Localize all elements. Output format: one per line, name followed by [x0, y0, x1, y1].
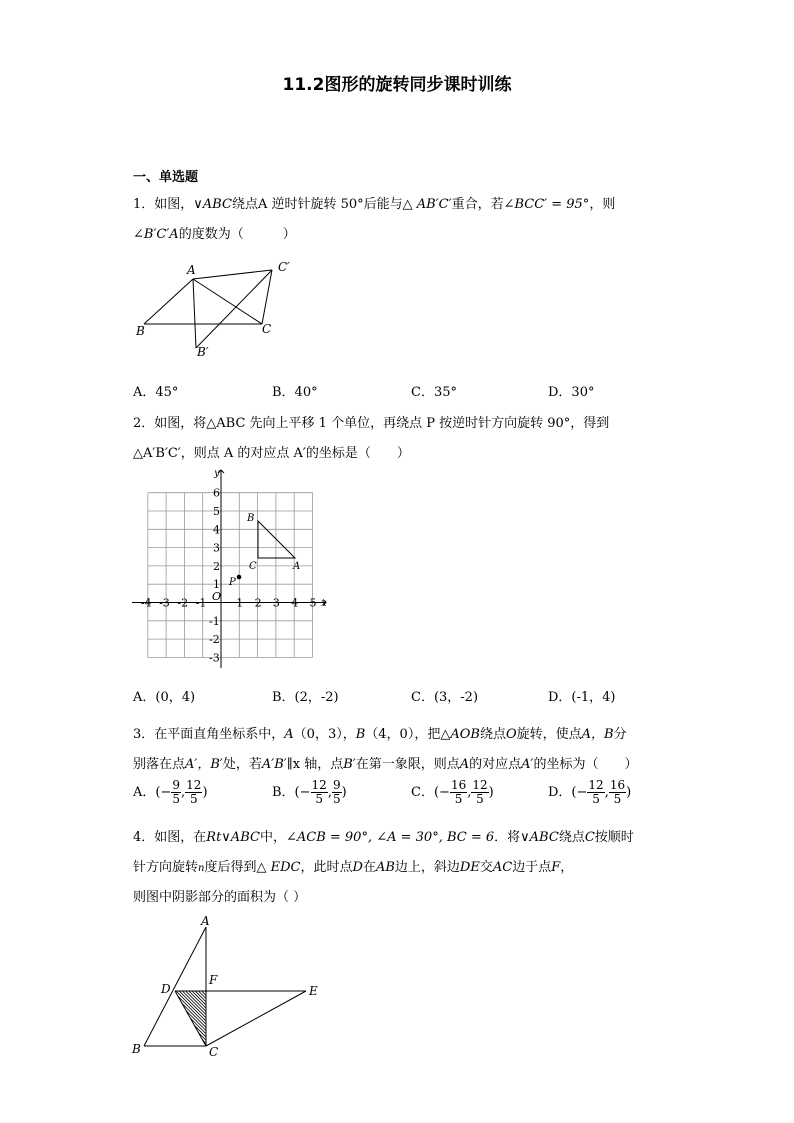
q4-hatch-line: [267, 980, 335, 1060]
q2-origin-label: O: [212, 590, 222, 603]
q1-line2: ∠B′C′A的度数为（ ）: [133, 227, 296, 242]
q4-label-D: D: [161, 982, 171, 996]
q4-hatch-line: [181, 980, 261, 1060]
q2-x-tick-label: 5: [309, 596, 317, 610]
q4-hatch-line: [133, 980, 213, 1060]
q1-label-Bp: B′: [197, 345, 209, 359]
q3-option-a[interactable]: A．(− $\frac{9}{5}$ , $\frac{12}{5}$ ): [133, 778, 208, 806]
q4-label-E: E: [309, 984, 318, 998]
q4-line1: 4．如图，在Rt∨ABC中，∠ACB = 90°, ∠A = 30°, BC = 6．将∨ABC绕点C按顺时: [133, 830, 634, 845]
q1-seg-ac1: [193, 270, 272, 279]
q4-hatch-line: [165, 980, 245, 1060]
q1-line1: 1．如图，∨ABC绕点A 逆时针旋转 50°后能与△ AB′C′重合，若∠BCC′ = 95°，则: [133, 197, 616, 212]
q1-option-d[interactable]: D．30°: [548, 385, 595, 400]
q2-label-A: A: [293, 561, 301, 572]
q2-option-c[interactable]: C．(3，-2): [411, 690, 479, 705]
q2-x-tick-label: 3: [272, 596, 280, 610]
q1-option-b[interactable]: B．40°: [272, 385, 318, 400]
q2-x-tick-label: 2: [254, 596, 262, 610]
q2-label-P: P: [229, 577, 236, 588]
q1-seg-b1c1: [196, 270, 272, 348]
q4-hatch-line: [219, 980, 299, 1060]
q4-hatch-line: [191, 980, 271, 1060]
q3-line1: 3．在平面直角坐标系中，A（0，3），B（4，0），把△AOB绕点O旋转，使点A，B分: [133, 727, 627, 742]
q4-hatch-line: [261, 980, 335, 1060]
q4-hatch-line: [239, 980, 319, 1060]
q4-hatch-line: [280, 980, 335, 1060]
q2-option-d[interactable]: D．(-1，4): [548, 690, 616, 705]
section-heading: 一、单选题: [133, 170, 199, 185]
q1-label-Cp: C′: [278, 260, 290, 274]
q4-hatch-line: [162, 980, 242, 1060]
q2-y-tick-label: 1: [213, 578, 220, 592]
q2-x-tick-label: 4: [291, 596, 299, 610]
q2-label-B: B: [247, 513, 255, 524]
q4-hatch-line: [251, 980, 331, 1060]
q4-hatch-line: [210, 980, 290, 1060]
q2-triangle: [258, 521, 295, 558]
page-title: 11.2图形的旋转同步课时训练: [282, 75, 512, 95]
q4-hatch-line: [226, 980, 306, 1060]
q1-label-A: A: [187, 263, 196, 277]
q2-y-tick-label: -2: [209, 633, 220, 647]
q2-grid-figure: [128, 466, 338, 672]
q4-hatch-line: [216, 980, 296, 1060]
q3-option-b[interactable]: B．(− $\frac{12}{5}$ , $\frac{9}{5}$ ): [272, 778, 347, 806]
q4-hatch-line: [232, 980, 312, 1060]
q2-line2: △A′B′C′，则点 A 的对应点 A′的坐标是（ ）: [133, 446, 410, 461]
q4-label-A: A: [201, 914, 210, 928]
q2-option-b[interactable]: B．(2，-2): [272, 690, 339, 705]
q1-seg-ab: [144, 279, 193, 324]
q4-hatch-line: [207, 980, 287, 1060]
q2-option-a[interactable]: A．(0，4): [133, 690, 196, 705]
q3-line2: 别落在点A′，B′处，若A′B′∥x 轴，点B′在第一象限，则点A的对应点A′的坐标为（ ）: [133, 757, 638, 772]
q4-hatch-line: [229, 980, 309, 1060]
q4-label-B: B: [132, 1042, 141, 1056]
q2-y-tick-label: 5: [213, 505, 220, 518]
q4-hatch-line: [139, 980, 219, 1060]
q2-y-tick-label: 4: [213, 523, 220, 537]
q4-hatch-line: [277, 980, 335, 1060]
q4-hatch-line: [271, 980, 335, 1060]
q4-line3: 则图中阴影部分的面积为（ ）: [133, 890, 307, 905]
q2-y-tick-label: 2: [213, 559, 220, 573]
q3-option-d[interactable]: D．(− $\frac{12}{5}$ , $\frac{16}{5}$ ): [548, 778, 632, 806]
q4-hatch-line: [184, 980, 264, 1060]
q1-label-C: C: [262, 322, 272, 336]
q4-hatch-line: [264, 980, 335, 1060]
q2-x-tick-label: -2: [177, 596, 189, 610]
q1-seg-ac: [193, 279, 262, 324]
q1-figure: [130, 255, 305, 363]
q2-y-tick-label: -3: [209, 651, 220, 665]
q2-label-C: C: [249, 561, 257, 572]
q4-line2: 针方向旋转n度后得到△ EDC，此时点D在AB边上，斜边DE交AC边于点F，: [133, 860, 574, 875]
q4-hatch-line: [125, 980, 165, 1060]
q4-label-C: C: [209, 1045, 219, 1059]
q1-seg-ab1: [193, 279, 196, 348]
q1-label-B: B: [136, 324, 145, 338]
q4-hatch-line: [223, 980, 303, 1060]
q1-option-a[interactable]: A．45°: [133, 385, 179, 400]
q3-option-c[interactable]: C．(− $\frac{16}{5}$ , $\frac{12}{5}$ ): [411, 778, 494, 806]
q4-hatch-line: [187, 980, 267, 1060]
q4-label-F: F: [209, 973, 218, 987]
q2-y-axis-label: y: [214, 468, 220, 479]
q1-option-c[interactable]: C．35°: [411, 385, 457, 400]
q2-x-tick-label: -4: [140, 596, 152, 610]
q2-point-p: [237, 575, 242, 580]
q2-line1: 2．如图，将△ABC 先向上平移 1 个单位，再绕点 P 按逆时针方向旋转 90°，得到: [133, 416, 610, 431]
q4-hatch-line: [258, 980, 335, 1060]
q2-x-axis-label: x: [321, 598, 327, 609]
q2-x-tick-label: -1: [195, 596, 207, 610]
q4-hatch-line: [136, 980, 219, 1060]
q4-figure: [125, 910, 335, 1060]
q4-hatch-line: [255, 980, 335, 1060]
q2-y-tick-label: -1: [209, 614, 220, 628]
q4-seg-ec: [206, 991, 306, 1046]
q2-x-tick-label: 1: [236, 596, 244, 610]
q2-y-tick-label: 3: [213, 541, 220, 555]
q2-x-tick-label: -3: [159, 596, 170, 610]
q2-y-tick-label: 6: [213, 486, 220, 500]
